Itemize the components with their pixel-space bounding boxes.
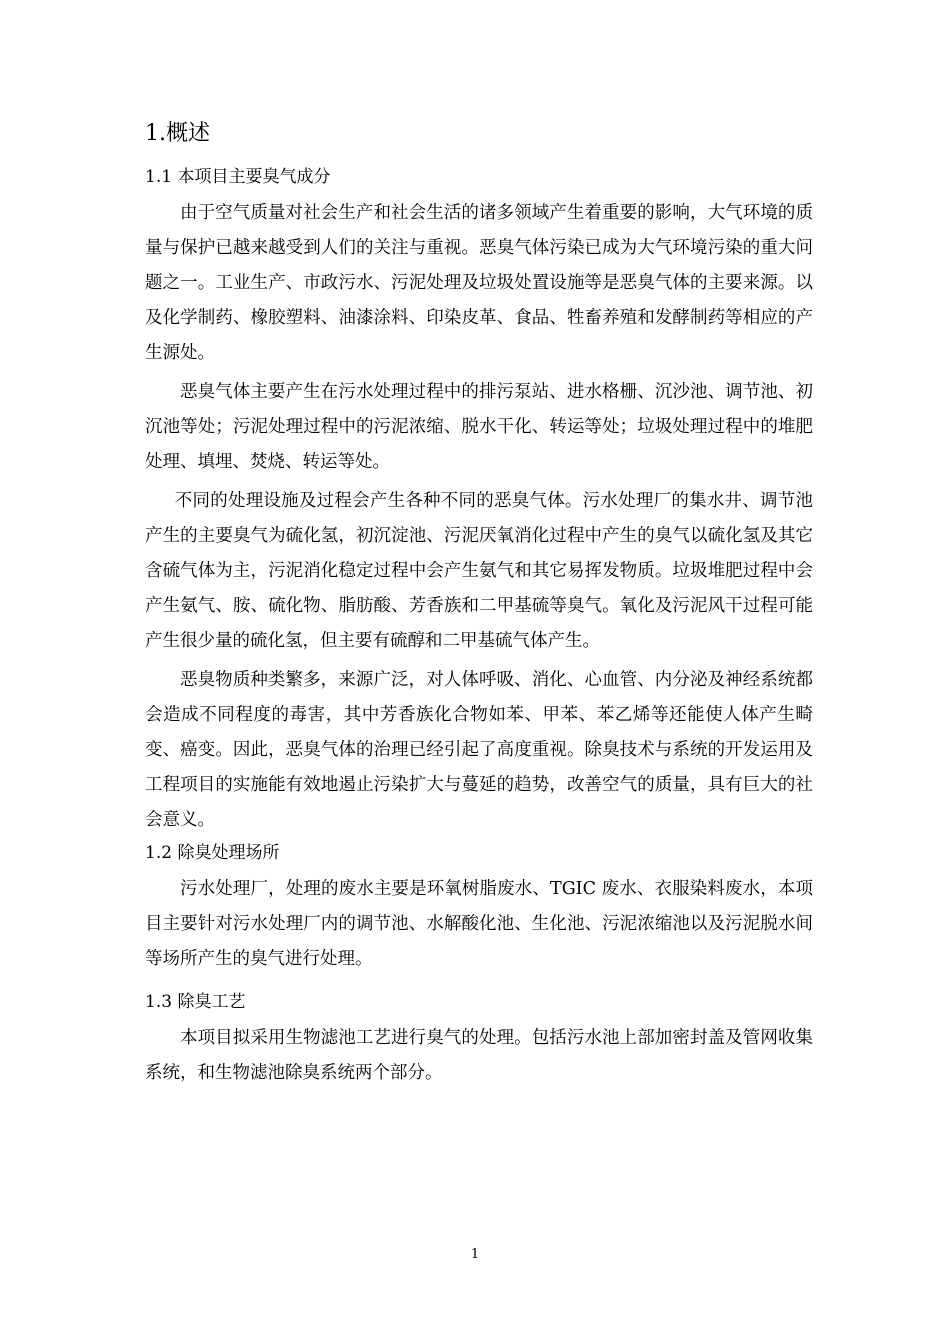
paragraph-deodorization-process: 本项目拟采用生物滤池工艺进行臭气的处理。包括污水池上部加密封盖及管网收集系统，和生物滤池除臭系统两个部分。 [145,1028,813,1083]
chapter-heading: 1.概述 [145,121,210,146]
paragraph-treatment-sites: 污水处理厂，处理的废水主要是环氧树脂废水、TGIC 废水、衣服染料废水，本项目主要针对污水处理厂内的调节池、水解酸化池、生化池、污泥浓缩池以及污泥脱水间等场所产生的臭气进行处理。 [145,879,813,969]
section-heading-1-3: 1.3 除臭工艺 [145,992,246,1012]
section-heading-1-1: 1.1 本项目主要臭气成分 [145,167,331,187]
paragraph-odor-locations: 恶臭气体主要产生在污水处理过程中的排污泵站、进水格栅、沉沙池、调节池、初沉池等处；污泥处理过程中的污泥浓缩、脱水干化、转运等处；垃圾处理过程中的堆肥处理、填埋、焚烧、转运等处。 [145,382,813,472]
paragraph-odor-types: 不同的处理设施及过程会产生各种不同的恶臭气体。污水处理厂的集水井、调节池产生的主要臭气为硫化氢，初沉淀池、污泥厌氧消化过程中产生的臭气以硫化氢及其它含硫气体为主，污泥消化稳定过程中会产生氨气和其它易挥发物质。垃圾堆肥过程中会产生氨气、胺、硫化物、脂肪酸、芳香族和二甲基硫等臭气。氧化及污泥风干过程可能产生很少量的硫化氢，但主要有硫醇和二甲基硫气体产生。 [145,491,813,651]
page-number: 1 [470,1247,480,1262]
paragraph-odor-hazards: 恶臭物质种类繁多，来源广泛，对人体呼吸、消化、心血管、内分泌及神经系统都会造成不同程度的毒害，其中芳香族化合物如苯、甲苯、苯乙烯等还能使人体产生畸变、癌变。因此，恶臭气体的治理已经引起了高度重视。除臭技术与系统的开发运用及工程项目的实施能有效地遏止污染扩大与蔓延的趋势，改善空气的质量，具有巨大的社会意义。 [145,670,813,830]
paragraph-odor-sources: 由于空气质量对社会生产和社会生活的诸多领域产生着重要的影响，大气环境的质量与保护已越来越受到人们的关注与重视。恶臭气体污染已成为大气环境污染的重大问题之一。工业生产、市政污水、污泥处理及垃圾处置设施等是恶臭气体的主要来源。以及化学制药、橡胶塑料、油漆涂料、印染皮革、食品、牲畜养殖和发酵制药等相应的产生源处。 [145,203,813,363]
document-body [145,114,813,1091]
section-heading-1-2: 1.2 除臭处理场所 [145,843,280,863]
